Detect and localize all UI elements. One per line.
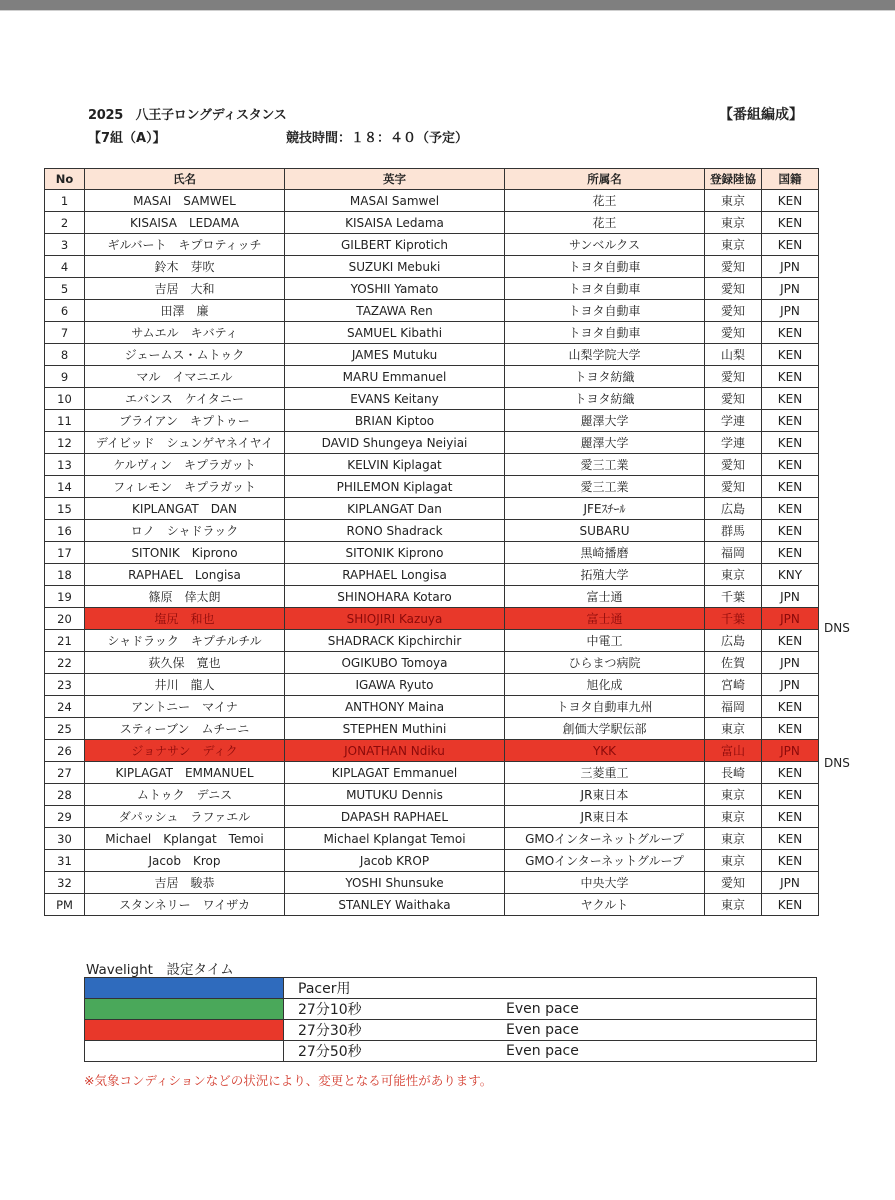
cell-name: 吉居 大和: [85, 278, 285, 300]
cell-name: KIPLAGAT EMMANUEL: [85, 762, 285, 784]
cell-romaji: SHIOJIRI Kazuya: [285, 608, 505, 630]
cell-association: 福岡: [705, 696, 762, 718]
wavelight-row: [85, 1041, 817, 1062]
cell-no: 9: [45, 366, 85, 388]
cell-association: 広島: [705, 630, 762, 652]
cell-nationality: JPN: [762, 674, 819, 696]
cell-nationality: KEN: [762, 344, 819, 366]
group-label: 【7組（A）】: [88, 131, 166, 146]
cell-team: JR東日本: [505, 784, 705, 806]
wavelight-row: [85, 999, 817, 1020]
cell-romaji: JAMES Mutuku: [285, 344, 505, 366]
disclaimer-note: ※気象コンディションなどの状況により、変更となる可能性があります。: [84, 1073, 493, 1088]
cell-association: 群馬: [705, 520, 762, 542]
cell-name: ブライアン キプトゥー: [85, 410, 285, 432]
cell-association: 東京: [705, 828, 762, 850]
cell-association: 愛知: [705, 454, 762, 476]
cell-nationality: JPN: [762, 740, 819, 762]
cell-team: JFEｽﾁｰﾙ: [505, 498, 705, 520]
table-row: [45, 564, 819, 586]
cell-no: 11: [45, 410, 85, 432]
table-row: [45, 432, 819, 454]
cell-romaji: TAZAWA Ren: [285, 300, 505, 322]
cell-nationality: KEN: [762, 762, 819, 784]
cell-association: 東京: [705, 190, 762, 212]
table-row: [45, 190, 819, 212]
wavelight-time: 27分30秒: [284, 1020, 507, 1041]
cell-romaji: KELVIN Kiplagat: [285, 454, 505, 476]
cell-nationality: KEN: [762, 322, 819, 344]
cell-name: ダパッシュ ラファエル: [85, 806, 285, 828]
cell-nationality: KEN: [762, 696, 819, 718]
wavelight-table: [84, 977, 817, 1062]
cell-no: 27: [45, 762, 85, 784]
cell-name: 塩尻 和也: [85, 608, 285, 630]
cell-name: SITONIK Kiprono: [85, 542, 285, 564]
table-row: [45, 894, 819, 916]
cell-association: 千葉: [705, 586, 762, 608]
column-header-no: No: [45, 169, 85, 190]
wavelight-row: [85, 1020, 817, 1041]
page-title: 2025 八王子ロングディスタンス: [88, 108, 287, 123]
cell-nationality: KEN: [762, 520, 819, 542]
cell-team: サンベルクス: [505, 234, 705, 256]
cell-association: 福岡: [705, 542, 762, 564]
cell-romaji: SITONIK Kiprono: [285, 542, 505, 564]
cell-team: YKK: [505, 740, 705, 762]
cell-association: 愛知: [705, 300, 762, 322]
cell-name: ケルヴィン キプラガット: [85, 454, 285, 476]
wavelight-time: Pacer用: [284, 978, 507, 999]
cell-association: 東京: [705, 850, 762, 872]
cell-no: 29: [45, 806, 85, 828]
cell-no: 20: [45, 608, 85, 630]
roster-table: [44, 168, 819, 916]
cell-no: 10: [45, 388, 85, 410]
cell-romaji: JONATHAN Ndiku: [285, 740, 505, 762]
cell-team: 黒崎播磨: [505, 542, 705, 564]
cell-association: 愛知: [705, 872, 762, 894]
wavelight-row: [85, 978, 817, 999]
cell-no: 17: [45, 542, 85, 564]
cell-name: 荻久保 寛也: [85, 652, 285, 674]
cell-nationality: JPN: [762, 256, 819, 278]
cell-name: アントニー マイナ: [85, 696, 285, 718]
table-row: [45, 278, 819, 300]
cell-romaji: DAPASH RAPHAEL: [285, 806, 505, 828]
cell-no: 30: [45, 828, 85, 850]
cell-team: GMOインターネットグループ: [505, 850, 705, 872]
table-row: [45, 762, 819, 784]
cell-nationality: KEN: [762, 234, 819, 256]
cell-romaji: RAPHAEL Longisa: [285, 564, 505, 586]
cell-romaji: SHADRACK Kipchirchir: [285, 630, 505, 652]
cell-association: 佐賀: [705, 652, 762, 674]
cell-team: トヨタ自動車: [505, 322, 705, 344]
cell-romaji: KISAISA Ledama: [285, 212, 505, 234]
cell-romaji: Michael Kplangat Temoi: [285, 828, 505, 850]
cell-name: Michael Kplangat Temoi: [85, 828, 285, 850]
table-row: [45, 344, 819, 366]
cell-no: 7: [45, 322, 85, 344]
cell-no: 19: [45, 586, 85, 608]
cell-name: 鈴木 芽吹: [85, 256, 285, 278]
cell-association: 愛知: [705, 476, 762, 498]
cell-association: 愛知: [705, 322, 762, 344]
cell-nationality: JPN: [762, 300, 819, 322]
cell-association: 富山: [705, 740, 762, 762]
cell-name: KIPLANGAT DAN: [85, 498, 285, 520]
cell-name: 井川 龍人: [85, 674, 285, 696]
cell-team: 創価大学駅伝部: [505, 718, 705, 740]
cell-association: 長崎: [705, 762, 762, 784]
cell-romaji: IGAWA Ryuto: [285, 674, 505, 696]
cell-romaji: KIPLANGAT Dan: [285, 498, 505, 520]
cell-name: MASAI SAMWEL: [85, 190, 285, 212]
cell-team: ヤクルト: [505, 894, 705, 916]
cell-team: GMOインターネットグループ: [505, 828, 705, 850]
cell-romaji: ANTHONY Maina: [285, 696, 505, 718]
cell-team: 愛三工業: [505, 476, 705, 498]
cell-name: ムトゥク デニス: [85, 784, 285, 806]
wavelight-time: 27分50秒: [284, 1041, 507, 1062]
cell-romaji: STANLEY Waithaka: [285, 894, 505, 916]
cell-romaji: PHILEMON Kiplagat: [285, 476, 505, 498]
cell-association: 愛知: [705, 366, 762, 388]
cell-association: 宮崎: [705, 674, 762, 696]
table-row: [45, 300, 819, 322]
column-header-romaji: 英字: [285, 169, 505, 190]
cell-romaji: GILBERT Kiprotich: [285, 234, 505, 256]
cell-team: ひらまつ病院: [505, 652, 705, 674]
table-row: [45, 608, 819, 630]
cell-name: シャドラック キプチルチル: [85, 630, 285, 652]
cell-name: ロノ シャドラック: [85, 520, 285, 542]
cell-nationality: KEN: [762, 850, 819, 872]
cell-name: ジェームス・ムトゥク: [85, 344, 285, 366]
cell-association: 東京: [705, 806, 762, 828]
column-header-name: 氏名: [85, 169, 285, 190]
dns-label: DNS: [824, 620, 850, 635]
cell-nationality: KEN: [762, 476, 819, 498]
cell-romaji: RONO Shadrack: [285, 520, 505, 542]
cell-team: 富士通: [505, 586, 705, 608]
cell-team: 中電工: [505, 630, 705, 652]
cell-romaji: MUTUKU Dennis: [285, 784, 505, 806]
table-row: [45, 256, 819, 278]
table-row: [45, 784, 819, 806]
cell-name: エバンス ケイタニー: [85, 388, 285, 410]
cell-team: 愛三工業: [505, 454, 705, 476]
wavelight-pace: Even pace: [506, 1041, 817, 1062]
cell-romaji: MARU Emmanuel: [285, 366, 505, 388]
cell-nationality: KEN: [762, 828, 819, 850]
cell-team: 麗澤大学: [505, 410, 705, 432]
cell-nationality: KEN: [762, 432, 819, 454]
table-row: [45, 872, 819, 894]
table-row: [45, 234, 819, 256]
cell-romaji: YOSHII Yamato: [285, 278, 505, 300]
cell-name: フィレモン キプラガット: [85, 476, 285, 498]
cell-team: 山梨学院大学: [505, 344, 705, 366]
cell-nationality: JPN: [762, 586, 819, 608]
cell-name: ジョナサン ディク: [85, 740, 285, 762]
cell-no: 13: [45, 454, 85, 476]
color-swatch: [85, 1020, 284, 1041]
cell-association: 東京: [705, 894, 762, 916]
cell-nationality: KEN: [762, 454, 819, 476]
table-row: [45, 542, 819, 564]
cell-name: 田澤 廉: [85, 300, 285, 322]
cell-no: 22: [45, 652, 85, 674]
cell-no: 28: [45, 784, 85, 806]
cell-association: 東京: [705, 564, 762, 586]
cell-team: SUBARU: [505, 520, 705, 542]
cell-name: スタンネリー ワイザカ: [85, 894, 285, 916]
cell-nationality: KEN: [762, 498, 819, 520]
cell-nationality: KEN: [762, 630, 819, 652]
table-row: [45, 850, 819, 872]
cell-no: 4: [45, 256, 85, 278]
cell-no: 12: [45, 432, 85, 454]
cell-nationality: KEN: [762, 388, 819, 410]
cell-nationality: KNY: [762, 564, 819, 586]
table-row: [45, 696, 819, 718]
cell-no: 6: [45, 300, 85, 322]
cell-nationality: KEN: [762, 718, 819, 740]
top-bar: [0, 0, 895, 11]
cell-team: 三菱重工: [505, 762, 705, 784]
column-header-nationality: 国籍: [762, 169, 819, 190]
cell-association: 学連: [705, 410, 762, 432]
cell-romaji: YOSHI Shunsuke: [285, 872, 505, 894]
table-row: [45, 630, 819, 652]
cell-no: 15: [45, 498, 85, 520]
cell-romaji: KIPLAGAT Emmanuel: [285, 762, 505, 784]
cell-team: 麗澤大学: [505, 432, 705, 454]
cell-no: 23: [45, 674, 85, 696]
cell-nationality: KEN: [762, 212, 819, 234]
cell-association: 東京: [705, 718, 762, 740]
cell-association: 学連: [705, 432, 762, 454]
cell-name: サムエル キバティ: [85, 322, 285, 344]
table-row: [45, 674, 819, 696]
section-label: 【番組編成】: [719, 107, 803, 123]
cell-romaji: SUZUKI Mebuki: [285, 256, 505, 278]
cell-romaji: STEPHEN Muthini: [285, 718, 505, 740]
table-row: [45, 410, 819, 432]
table-row: [45, 718, 819, 740]
table-row: [45, 322, 819, 344]
cell-association: 愛知: [705, 278, 762, 300]
cell-romaji: DAVID Shungeya Neiyiai: [285, 432, 505, 454]
cell-name: マル イマニエル: [85, 366, 285, 388]
cell-romaji: BRIAN Kiptoo: [285, 410, 505, 432]
table-row: [45, 586, 819, 608]
cell-nationality: JPN: [762, 278, 819, 300]
cell-association: 愛知: [705, 388, 762, 410]
cell-association: 東京: [705, 234, 762, 256]
cell-association: 東京: [705, 784, 762, 806]
cell-name: ギルバート キプロティッチ: [85, 234, 285, 256]
cell-romaji: Jacob KROP: [285, 850, 505, 872]
dns-label: DNS: [824, 755, 850, 770]
cell-nationality: KEN: [762, 542, 819, 564]
cell-no: 1: [45, 190, 85, 212]
cell-romaji: EVANS Keitany: [285, 388, 505, 410]
cell-no: 5: [45, 278, 85, 300]
table-row: [45, 740, 819, 762]
wavelight-pace: Even pace: [506, 999, 817, 1020]
cell-name: デイビッド シュンゲヤネイヤイ: [85, 432, 285, 454]
cell-team: JR東日本: [505, 806, 705, 828]
cell-no: 32: [45, 872, 85, 894]
table-row: [45, 828, 819, 850]
table-row: [45, 454, 819, 476]
cell-no: 21: [45, 630, 85, 652]
cell-association: 広島: [705, 498, 762, 520]
cell-romaji: OGIKUBO Tomoya: [285, 652, 505, 674]
cell-no: 2: [45, 212, 85, 234]
cell-no: PM: [45, 894, 85, 916]
cell-name: KISAISA LEDAMA: [85, 212, 285, 234]
cell-no: 14: [45, 476, 85, 498]
cell-romaji: SAMUEL Kibathi: [285, 322, 505, 344]
table-header-row: [45, 169, 819, 190]
cell-association: 東京: [705, 212, 762, 234]
table-row: [45, 366, 819, 388]
wavelight-time: 27分10秒: [284, 999, 507, 1020]
cell-team: 拓殖大学: [505, 564, 705, 586]
color-swatch: [85, 1041, 284, 1062]
cell-team: 花王: [505, 212, 705, 234]
cell-team: トヨタ自動車: [505, 278, 705, 300]
cell-team: トヨタ自動車: [505, 300, 705, 322]
table-row: [45, 652, 819, 674]
cell-association: 愛知: [705, 256, 762, 278]
cell-name: 篠原 倖太朗: [85, 586, 285, 608]
cell-team: トヨタ紡織: [505, 388, 705, 410]
cell-no: 31: [45, 850, 85, 872]
table-row: [45, 498, 819, 520]
cell-name: RAPHAEL Longisa: [85, 564, 285, 586]
table-row: [45, 520, 819, 542]
cell-name: 吉居 駿恭: [85, 872, 285, 894]
cell-nationality: JPN: [762, 652, 819, 674]
wavelight-title: Wavelight 設定タイム: [86, 962, 234, 978]
cell-no: 16: [45, 520, 85, 542]
roster-body: [45, 190, 819, 916]
table-row: [45, 212, 819, 234]
cell-nationality: JPN: [762, 872, 819, 894]
cell-team: トヨタ自動車: [505, 256, 705, 278]
wavelight-pace: Even pace: [506, 1020, 817, 1041]
cell-team: 花王: [505, 190, 705, 212]
cell-romaji: MASAI Samwel: [285, 190, 505, 212]
cell-no: 24: [45, 696, 85, 718]
table-row: [45, 806, 819, 828]
cell-no: 3: [45, 234, 85, 256]
cell-name: Jacob Krop: [85, 850, 285, 872]
cell-nationality: KEN: [762, 784, 819, 806]
cell-team: 旭化成: [505, 674, 705, 696]
cell-team: トヨタ自動車九州: [505, 696, 705, 718]
table-row: [45, 388, 819, 410]
cell-name: スティーブン ムチーニ: [85, 718, 285, 740]
cell-association: 千葉: [705, 608, 762, 630]
column-header-team: 所属名: [505, 169, 705, 190]
wavelight-pace: [506, 978, 817, 999]
cell-nationality: KEN: [762, 190, 819, 212]
cell-nationality: KEN: [762, 366, 819, 388]
cell-association: 山梨: [705, 344, 762, 366]
cell-nationality: KEN: [762, 410, 819, 432]
column-header-association: 登録陸協: [705, 169, 762, 190]
cell-team: 富士通: [505, 608, 705, 630]
cell-romaji: SHINOHARA Kotaro: [285, 586, 505, 608]
start-time: 競技時間：１８：４０（予定）: [286, 131, 469, 146]
cell-nationality: KEN: [762, 806, 819, 828]
cell-no: 25: [45, 718, 85, 740]
color-swatch: [85, 999, 284, 1020]
cell-team: 中央大学: [505, 872, 705, 894]
cell-no: 26: [45, 740, 85, 762]
table-row: [45, 476, 819, 498]
cell-nationality: KEN: [762, 894, 819, 916]
color-swatch: [85, 978, 284, 999]
cell-no: 18: [45, 564, 85, 586]
cell-nationality: JPN: [762, 608, 819, 630]
cell-team: トヨタ紡織: [505, 366, 705, 388]
cell-no: 8: [45, 344, 85, 366]
